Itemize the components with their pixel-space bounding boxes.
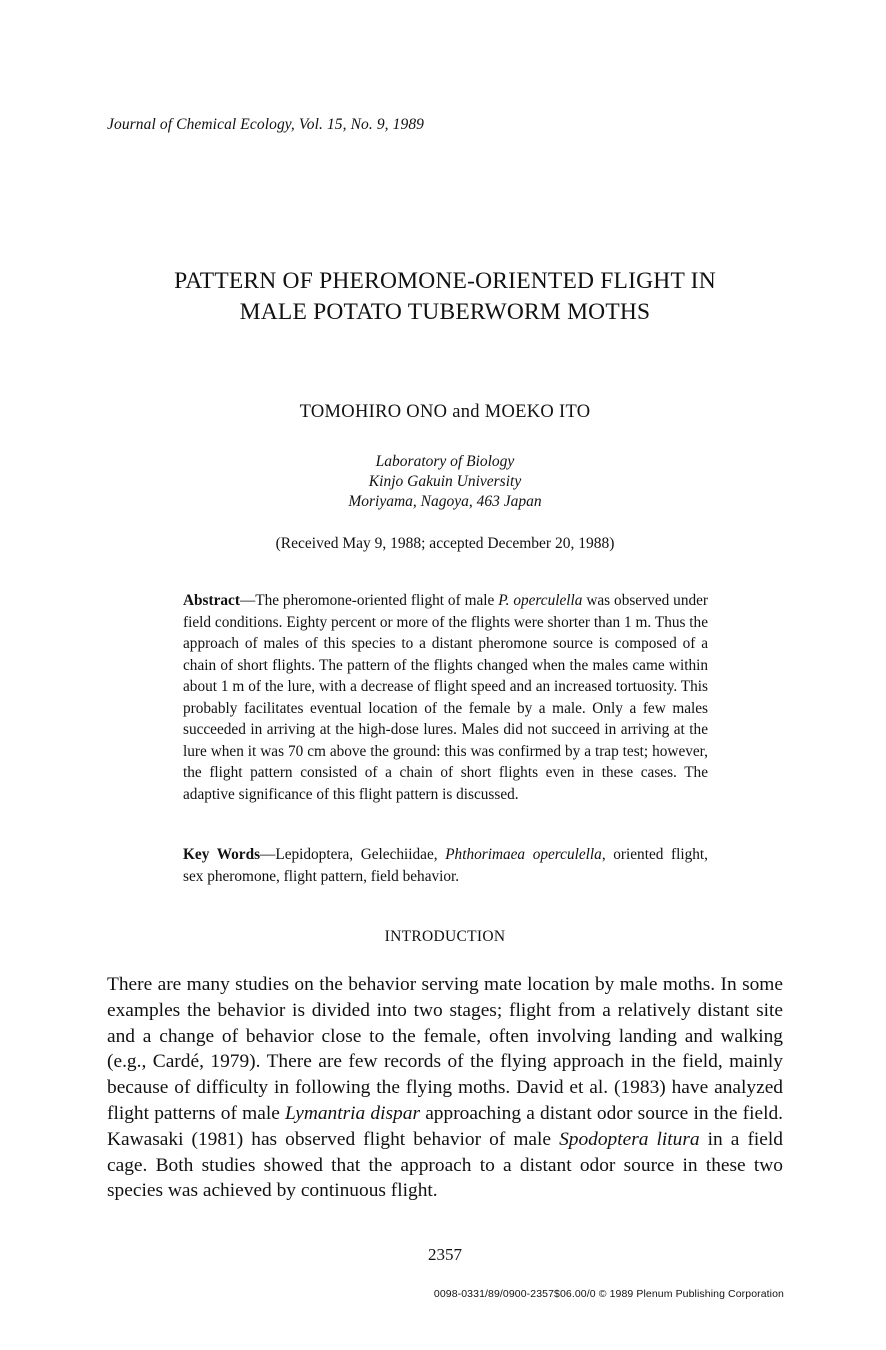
abstract-species: P. operculella	[498, 592, 583, 609]
abstract-label: Abstract	[183, 592, 240, 609]
page-number: 2357	[428, 1245, 462, 1264]
title-line-1: PATTERN OF PHEROMONE-ORIENTED FLIGHT IN	[174, 268, 716, 294]
affiliation-line-3: Moriyama, Nagoya, 463 Japan	[348, 493, 542, 510]
abstract	[183, 590, 708, 805]
article-title	[100, 266, 790, 328]
abstract-text-a: The pheromone-oriented flight of male	[255, 592, 499, 609]
title-line-2: MALE POTATO TUBERWORM MOTHS	[239, 299, 651, 325]
intro-species-1: Lymantria dispar	[285, 1102, 420, 1124]
abstract-text-b: was observed under field conditions. Eighty percent or more of the flights were shorter than 1 m. Thus the approach of males of this species to a distant pheromone source is composed of a chain of short flights. The pattern of the flights changed when the males came within about 1 m of the lure, with a decrease of flight speed and an increased tortuosity. This probably facilitates eventual location of the female by a male. Only a few males succeeded in arriving at the high-dose lures. Males did not succeed in arriving at the lure when it was 70 cm above the ground: this was confirmed by a trap test; however, the flight pattern consisted of a chain of short flights even in these cases. The adaptive significance of this flight pattern is discussed.	[183, 592, 709, 803]
copyright-line: 0098-0331/89/0900-2357$06.00/0 © 1989 Plenum Publishing Corporation	[433, 1288, 784, 1300]
section-heading-introduction: INTRODUCTION	[384, 928, 506, 945]
keywords	[183, 844, 708, 887]
received-dates: (Received May 9, 1988; accepted December 20, 1988)	[275, 535, 615, 552]
affiliation-line-2: Kinjo Gakuin University	[368, 473, 522, 490]
intro-text-b: approaching a distant odor source in the field. Kawasaki (1981) has observed flight behavior of male	[107, 1102, 784, 1150]
keywords-text-a: Lepidoptera, Gelechiidae,	[275, 846, 446, 863]
authors: TOMOHIRO ONO and MOEKO ITO	[299, 402, 591, 422]
affiliation-line-1: Laboratory of Biology	[375, 453, 515, 470]
keywords-label: Key Words	[183, 846, 261, 863]
affiliation	[100, 452, 790, 512]
keywords-species: Phthorimaea operculella	[445, 846, 602, 863]
introduction-paragraph	[107, 972, 783, 1204]
intro-species-2: Spodoptera litura	[559, 1128, 700, 1150]
intro-text-c: in a field cage. Both studies showed that the approach to a distant odor source in these two species was achieved by continuous flight.	[107, 1128, 783, 1202]
keywords-text-b: , oriented flight, sex pheromone, flight pattern, field behavior.	[183, 846, 708, 885]
abstract-dash: —	[239, 592, 256, 609]
journal-citation: Journal of Chemical Ecology, Vol. 15, No. 9, 1989	[107, 116, 425, 133]
keywords-dash: —	[260, 846, 276, 863]
intro-text-a: There are many studies on the behavior serving mate location by male moths. In some examples the behavior is divided into two stages; flight from a relatively distant site and a change of behavior close to the female, often involving landing and walking (e.g., Cardé, 1979). There are few records of the flying approach in the field, mainly because of difficulty in following the flying moths. David et al. (1983) have analyzed flight patterns of male	[107, 974, 783, 1124]
